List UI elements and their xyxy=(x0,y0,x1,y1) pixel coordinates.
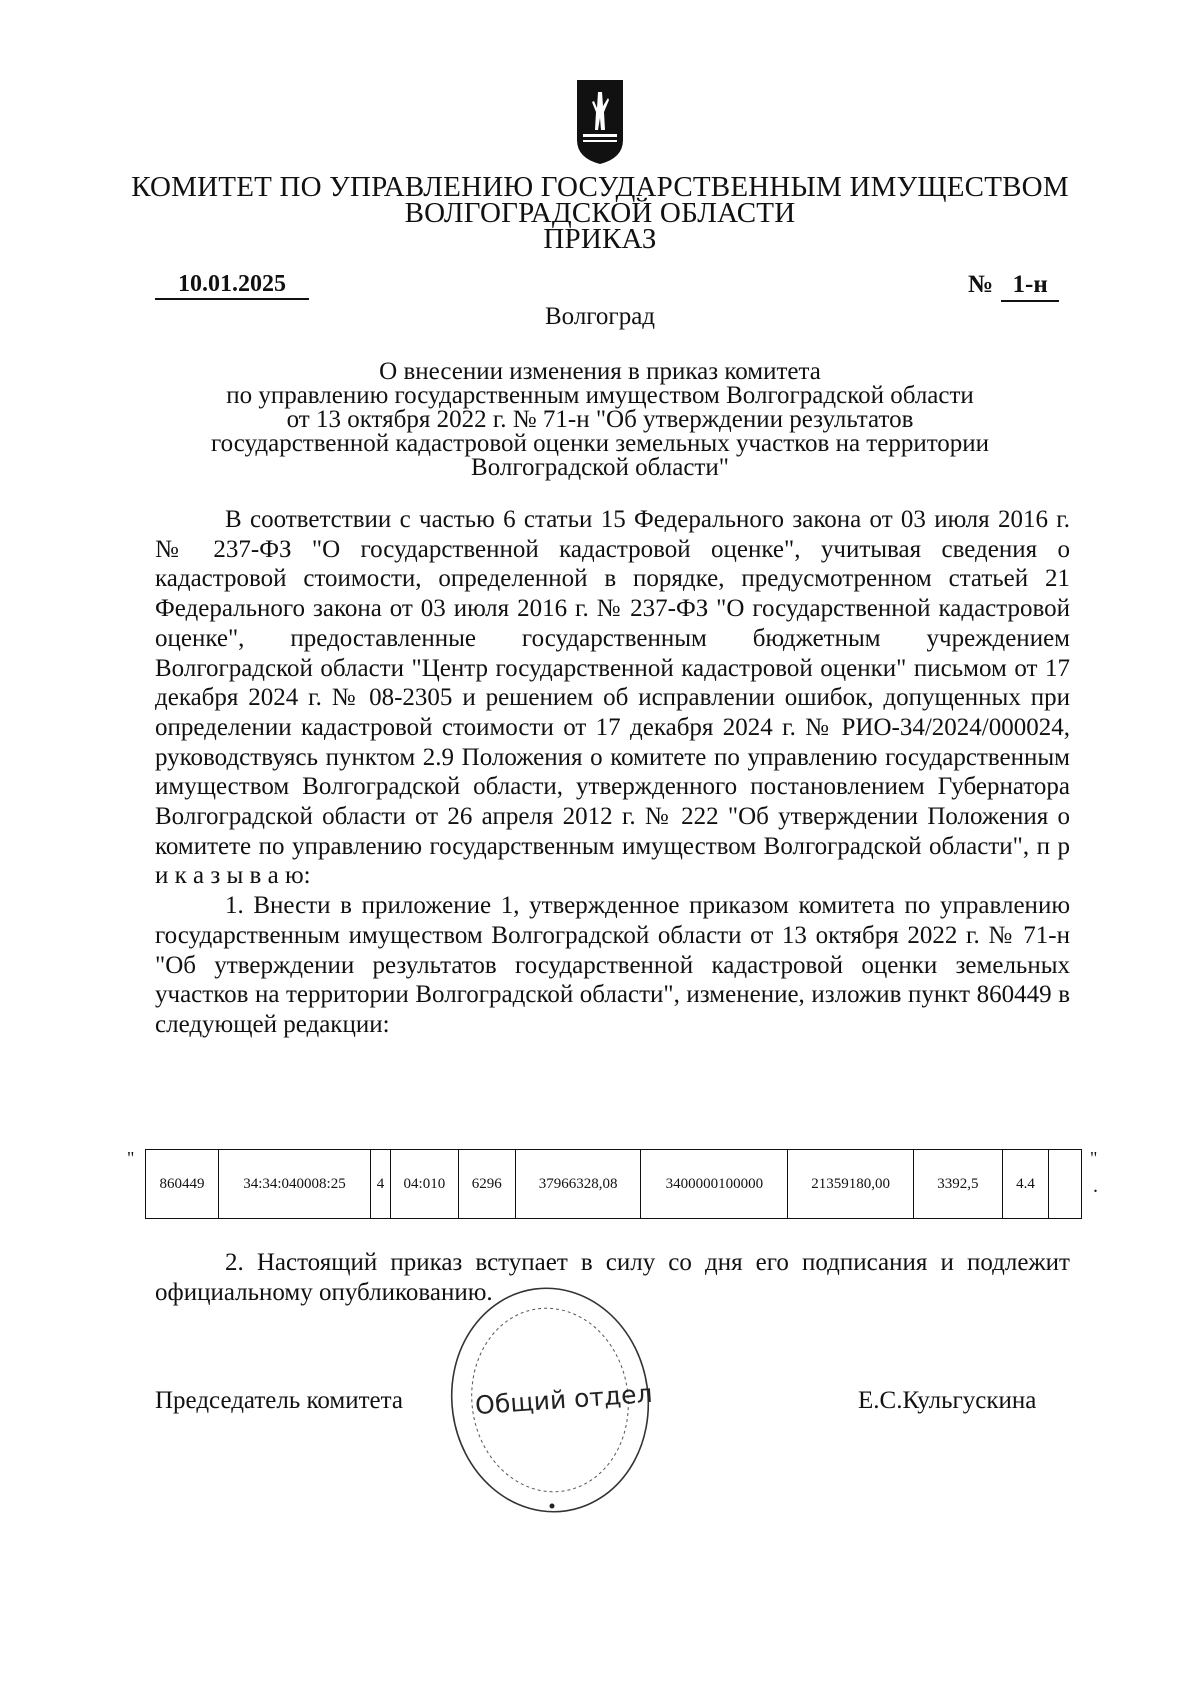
table-cell xyxy=(1049,1150,1082,1219)
table-cell: 860449 xyxy=(146,1150,219,1219)
title-line: Волгоградской области" xyxy=(471,454,729,481)
item-1-paragraph: 1. Внести в приложение 1, утвержденное приказом комитета по управлению государственным имуществом Волгоградской области от 13 октября 2022 г. № 71-н "Об утверждении результатов государственной кадастровой оценки земельных участков на территории Волгоградской области", изменение, изложив пункт 860449 в следующей редакции: xyxy=(155,892,1070,1038)
title-line: О внесении изменения в приказ комитета xyxy=(379,358,821,385)
title-line: государственной кадастровой оценки земельных участков на территории xyxy=(210,430,990,457)
order-body xyxy=(155,505,1070,1040)
table-cell: 4.4 xyxy=(1002,1150,1048,1219)
table-cell: 34:34:040008:25 xyxy=(218,1150,370,1219)
item-2-text: 2. Настоящий приказ вступает в силу со дня его подписания и подлежит официальному опубликованию. xyxy=(155,1249,1070,1306)
order-title xyxy=(150,360,1050,480)
table-open-quote: " xyxy=(127,1148,135,1168)
table-close-quote: " xyxy=(1090,1148,1098,1168)
table-cell: 37966328,08 xyxy=(515,1150,641,1219)
table-row xyxy=(146,1150,1082,1219)
signer-name: Е.С.Кульгускина xyxy=(858,1387,1037,1414)
order-date: 10.01.2025 xyxy=(155,270,309,300)
stamp-label: Общий отдел xyxy=(474,1378,654,1421)
table-end-mark: . xyxy=(1093,1175,1098,1197)
title-line: по управлению государственным имуществом Волгоградской области xyxy=(226,382,974,409)
signer-position: Председатель комитета xyxy=(155,1387,403,1414)
number-value: 1-н xyxy=(1001,270,1059,302)
table-cell: 4 xyxy=(371,1150,391,1219)
table-cell: 21359180,00 xyxy=(788,1150,914,1219)
order-number xyxy=(968,270,1059,302)
preamble-paragraph: В соответствии с частью 6 статьи 15 Федерального закона от 03 июля 2016 г. № 237-ФЗ "О государственной кадастровой оценке", учитывая сведения о кадастровой стоимости, определенной в порядке, предусмотренном статьей 21 Федерального закона от 03 июля 2016 г. № 237-ФЗ "О государственной кадастровой оценке", предоставленные государственным бюджетным учреждением Волгоградской области "Центр государственной кадастровой оценки" письмом от 17 декабря 2024 г. № 08-2305 и решением об исправлении ошибок, допущенных при определении кадастровой стоимости от 17 декабря 2024 г. № РИО-34/2024/000024, руководствуясь пунктом 2.9 Положения о комитете по управлению государственным имуществом Волгоградской области, утвержденного постановлением Губернатора Волгоградской области от 26 апреля 2012 г. № 222 "Об утверждении Положения о комитете по управлению государственным имуществом Волгоградской области", п р и к а з ы в а ю: xyxy=(155,506,1070,890)
org-name-line1: КОМИТЕТ ПО УПРАВЛЕНИЮ ГОСУДАРСТВЕННЫМ ИМУЩЕСТВОМ xyxy=(131,171,1069,203)
coat-of-arms-icon xyxy=(575,78,625,166)
table-cell: 3400000100000 xyxy=(641,1150,788,1219)
title-line: от 13 октября 2022 г. № 71-н "Об утверждении результатов xyxy=(286,406,914,433)
cadastral-table xyxy=(145,1149,1082,1219)
number-prefix: № xyxy=(968,271,994,298)
table-cell: 6296 xyxy=(458,1150,515,1219)
city: Волгоград xyxy=(544,303,656,330)
table-cell: 3392,5 xyxy=(913,1150,1002,1219)
table-cell: 04:010 xyxy=(391,1150,459,1219)
doc-type: ПРИКАЗ xyxy=(543,223,657,255)
org-name-line2: ВОЛГОГРАДСКОЙ ОБЛАСТИ xyxy=(404,197,796,229)
